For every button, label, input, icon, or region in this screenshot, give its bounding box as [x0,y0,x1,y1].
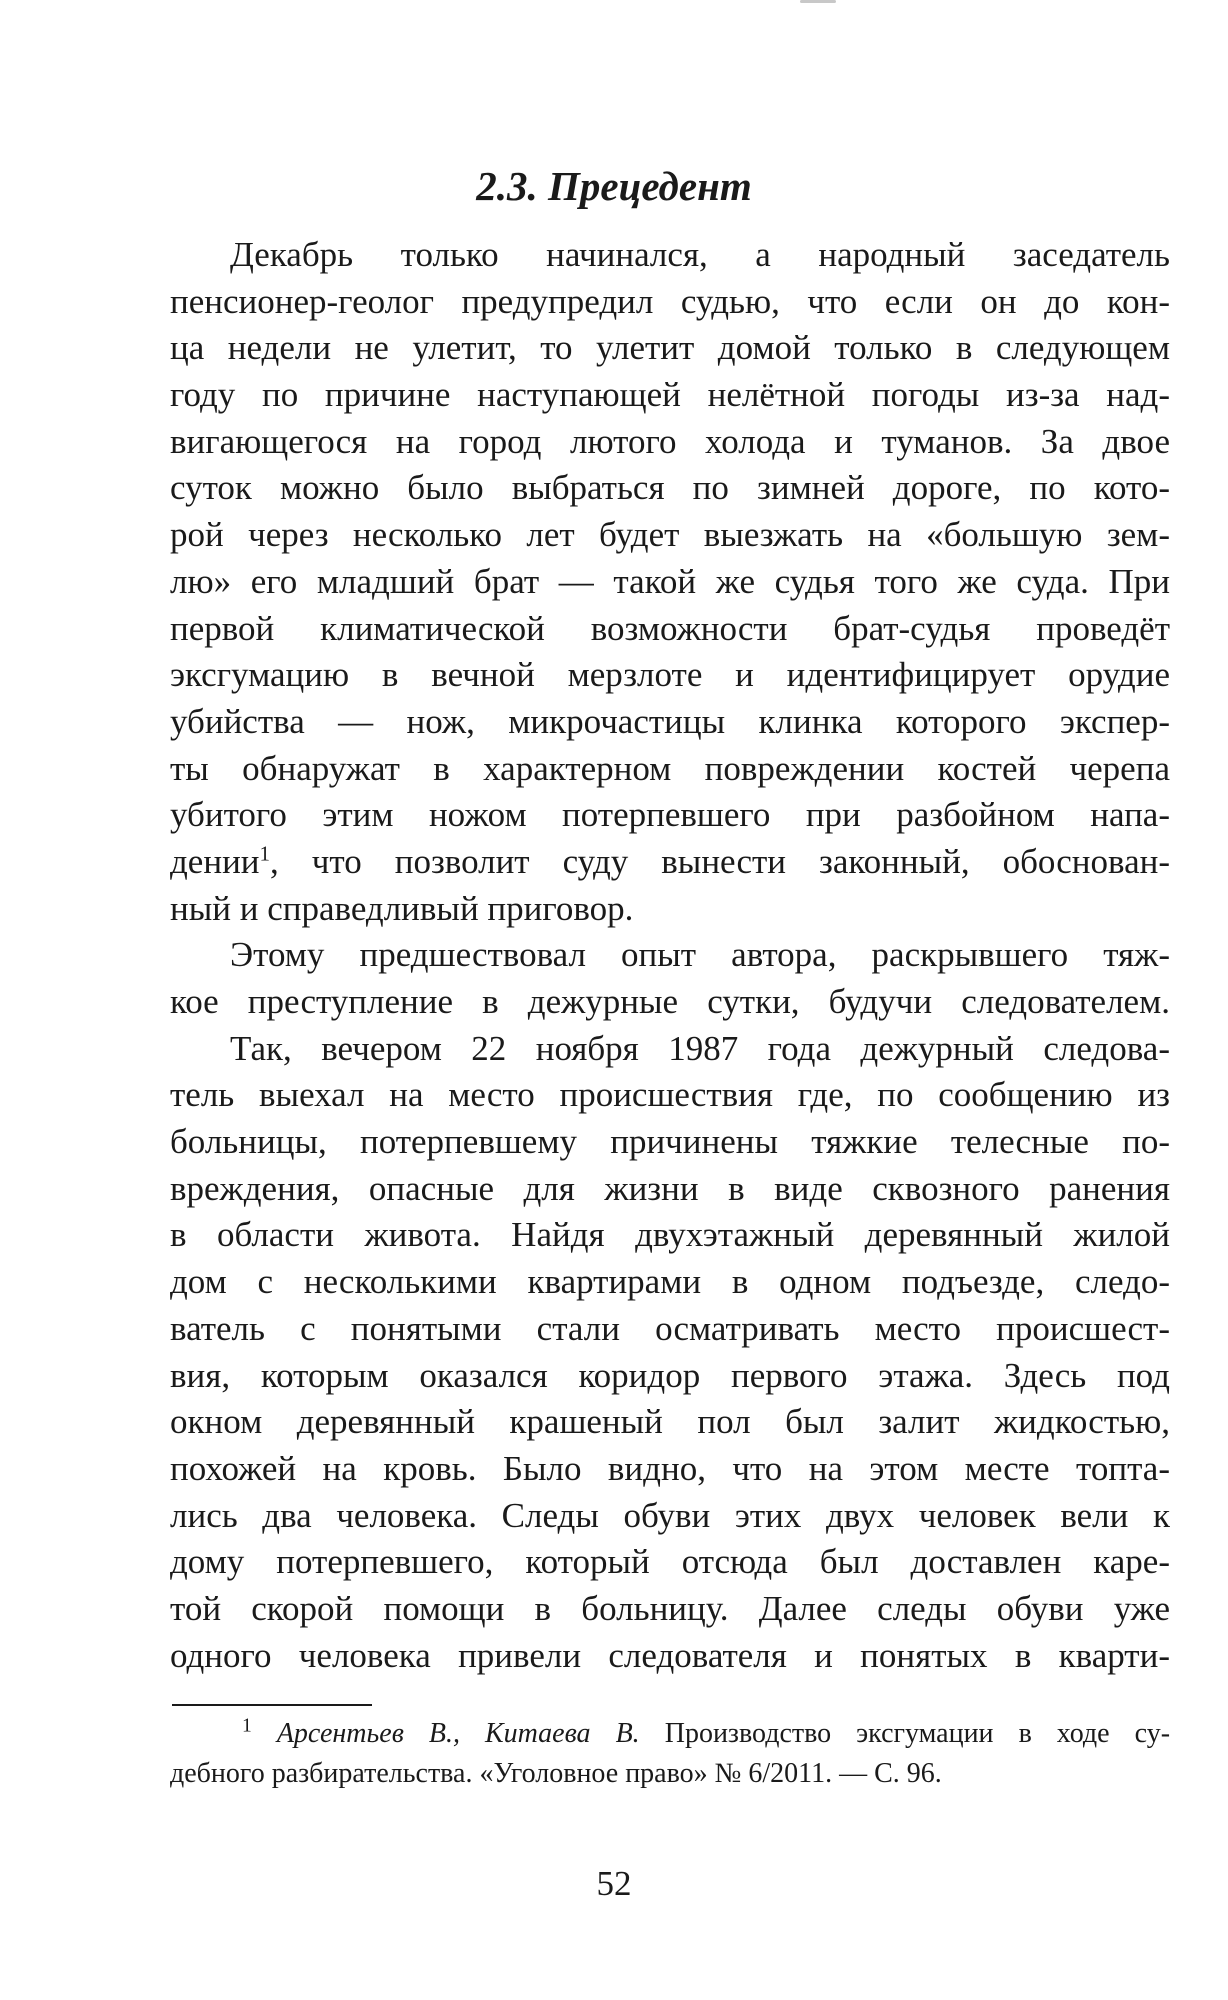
text-line: эксгумацию в вечной мерзлоте и идентифицирует орудие [170,655,1170,695]
text-line: дому потерпевшего, который отсюда был доставлен каре- [170,1542,1170,1582]
text-line: лю» его младший брат — такой же судья того же суда. При [170,561,1170,601]
text-line: ты обнаружат в характерном повреждении костей черепа [170,748,1170,788]
text-line: ный и справедливый приговор. [170,888,634,928]
text-line-with-footnote [170,839,1170,886]
text-line: той скорой помощи в больницу. Далее следы обуви уже [170,1588,1170,1628]
text-line: Этому предшествовал опыт автора, раскрывшего тяж- [230,935,1170,975]
page-number: 52 [596,1864,632,1903]
footnote-reference[interactable]: 1 [259,841,271,866]
footnote [170,1714,1170,1794]
footnote-authors: Арсентьев В., Китаева В. [276,1718,640,1749]
text-line: пенсионер-геолог предупредил судью, что если он до кон- [170,281,1170,321]
footnote-text: Производство эксгумации в ходе су- [664,1718,1171,1749]
text-fragment: , что позволит суду вынести законный, обоснован- [270,841,1170,881]
text-line: тель выехал на место происшествия где, по сообщению из [170,1075,1170,1115]
text-line: похожей на кровь. Было видно, что на этом месте топта- [170,1448,1170,1488]
text-fragment: дении [170,841,260,881]
text-line: кое преступление в дежурные сутки, будучи следователем. [170,982,1170,1021]
footnote-mark: 1 [242,1715,252,1737]
scan-artifact [800,0,836,3]
text-line: лись два человека. Следы обуви этих двух человек вели к [170,1495,1170,1535]
text-line: больницы, потерпевшему причинены тяжкие телесные по- [170,1122,1170,1162]
text-line: убийства — нож, микрочастицы клинка которого экспер- [170,701,1170,741]
footnote-line: дебного разбирательства. «Уголовное право» № 6/2011. — С. 96. [170,1758,942,1789]
text-line: суток можно было выбраться по зимней дороге, по кото- [170,468,1170,508]
text-line: году по причине наступающей нелётной погоды из-за над- [170,375,1170,415]
footnote-line [170,1714,1170,1754]
text-line: рой через несколько лет будет выезжать на «большую зем- [170,515,1170,555]
text-line: одного человека привели следователя и понятых в кварти- [170,1635,1170,1675]
body-text [170,232,1170,1679]
text-line: вреждения, опасные для жизни в виде сквозного ранения [170,1168,1170,1208]
text-line: вия, которым оказался коридор первого этажа. Здесь под [170,1355,1170,1395]
section-heading: 2.3. Прецедент [476,163,752,209]
text-line: окном деревянный крашеный пол был залит жидкостью, [170,1402,1170,1442]
text-line: убитого этим ножом потерпевшего при разбойном напа- [170,795,1170,835]
text-line: дом с несколькими квартирами в одном подъезде, следо- [170,1262,1170,1302]
text-line: в области живота. Найдя двухэтажный деревянный жилой [170,1215,1170,1255]
text-line: первой климатической возможности брат-судья проведёт [170,608,1170,648]
text-line: Так, вечером 22 ноября 1987 года дежурный следова- [230,1028,1170,1068]
text-line: ватель с понятыми стали осматривать место происшест- [170,1308,1170,1348]
text-line: Декабрь только начинался, а народный заседатель [230,235,1170,274]
text-line: ца недели не улетит, то улетит домой только в следующем [170,328,1170,368]
text-line: вигающегося на город лютого холода и туманов. За двое [170,421,1170,461]
footnote-divider [172,1704,372,1706]
